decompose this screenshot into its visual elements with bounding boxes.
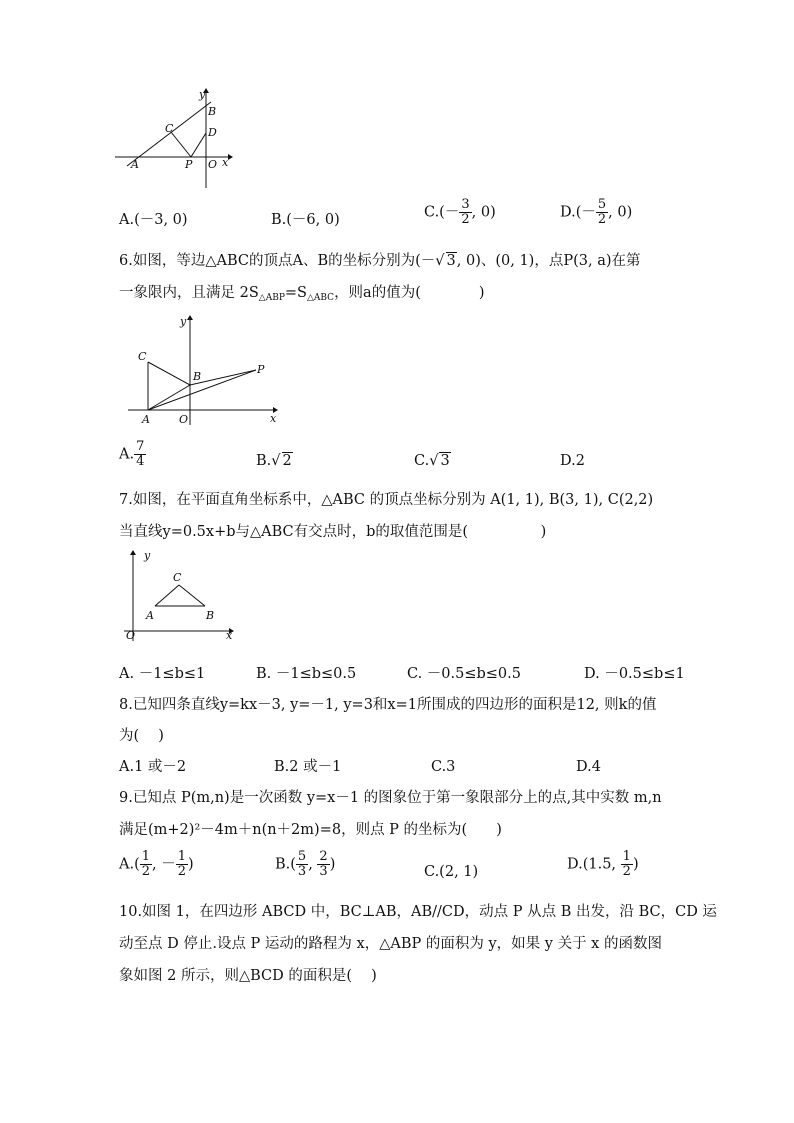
fig6-label-B: B: [193, 370, 202, 383]
q6-option-a: A. $\frac{7}{4}$: [119, 439, 145, 469]
q8-line-1: 8.已知四条直线y=kx－3, y=－1, y=3和x=1所围成的四边形的面积是12, 则k的值: [119, 697, 657, 713]
fig5-label-A: A: [131, 158, 139, 171]
q5-option-d: D.(－ $\frac{5}{2}$ , 0): [560, 197, 633, 227]
fig5-label-C: C: [165, 122, 174, 135]
q5-option-a: A.(－3, 0): [119, 212, 188, 228]
q10-line-2: 动至点 D 停止.设点 P 运动的路程为 x，△ABP 的面积为 y，如果 y 关于 x 的函数图: [119, 936, 662, 952]
fig5-label-y: y: [199, 88, 206, 101]
q8-line-2: 为( ): [119, 728, 164, 744]
fig6-label-C: C: [138, 350, 147, 363]
fig5-label-x: x: [222, 156, 229, 169]
figure-q7: [124, 545, 239, 645]
q10-line-1: 10.如图 1，在四边形 ABCD 中，BC⊥AB，AB//CD，动点 P 从点 B 出发，沿 BC，CD 运: [119, 904, 717, 920]
q5-option-b: B.(－6, 0): [271, 212, 340, 228]
q8-option-d: D.4: [576, 759, 601, 775]
q6-option-d: D.2: [560, 453, 585, 469]
fig6-label-y: y: [180, 315, 187, 328]
fig6-label-A: A: [142, 413, 150, 426]
q9-option-d: D.(1.5, $\frac{1}{2}$ ): [567, 849, 639, 879]
q6-option-c: C.√ 3: [414, 453, 450, 469]
q6-option-b: B.√ 2: [256, 453, 292, 469]
q9-line-2: 满足(m+2)²－4m＋n(n＋2m)=8，则点 P 的坐标为( ): [119, 822, 502, 838]
figure-q6: [128, 312, 288, 427]
q9-option-c: C.(2, 1): [424, 864, 479, 880]
fig7-label-B: B: [206, 609, 215, 622]
fig5-label-P: P: [185, 158, 193, 171]
q7-line-2: 当直线y=0.5x+b与△ABC有交点时，b的取值范围是( ): [119, 524, 547, 540]
fig5-label-O: O: [208, 158, 218, 171]
q7-option-d: D. －0.5≤b≤1: [584, 666, 685, 682]
fig6-label-P: P: [257, 363, 265, 376]
fig5-label-D: D: [208, 126, 217, 139]
q5-option-c: C.(－ $\frac{3}{2}$ , 0): [424, 197, 496, 227]
q7-line-1: 7.如图，在平面直角坐标系中，△ABC 的顶点坐标分别为 A(1, 1), B(3, 1), C(2,2): [119, 492, 654, 508]
q9-line-1: 9.已知点 P(m,n)是一次函数 y=x－1 的图象位于第一象限部分上的点,其中实数 m,n: [119, 790, 662, 806]
q8-option-a: A.1 或－2: [119, 759, 187, 775]
q7-option-a: A. －1≤b≤1: [119, 666, 206, 682]
q9-option-b: B.( $\frac{5}{3}$ , $\frac{2}{3}$ ): [275, 849, 336, 879]
q8-option-c: C.3: [431, 759, 456, 775]
fig6-label-O: O: [179, 413, 189, 426]
fig5-label-B: B: [208, 105, 217, 118]
fig7-label-C: C: [173, 571, 182, 584]
q9-option-a: A.( $\frac{1}{2}$ , － $\frac{1}{2}$ ): [119, 849, 194, 879]
q7-option-c: C. －0.5≤b≤0.5: [407, 666, 521, 682]
q7-option-b: B. －1≤b≤0.5: [256, 666, 357, 682]
fig7-label-x: x: [226, 629, 233, 642]
fig7-label-y: y: [144, 549, 151, 562]
fig7-label-A: A: [146, 609, 154, 622]
q10-line-3: 象如图 2 所示，则△BCD 的面积是( ): [119, 968, 377, 984]
fig7-label-O: O: [126, 629, 136, 642]
q8-option-b: B.2 或－1: [274, 759, 342, 775]
q6-line-1: 6.如图，等边△ABC的顶点A、B的坐标分别为(－√ 3, 0)、(0, 1)，点P(3, a)在第: [119, 253, 641, 269]
fig6-label-x: x: [270, 412, 277, 425]
figure-q5: [115, 88, 240, 193]
q6-line-2: 一象限内，且满足 $2S_{\triangle ABP}=S_{\triangle ABC}$，则a的值为( ): [119, 285, 485, 303]
